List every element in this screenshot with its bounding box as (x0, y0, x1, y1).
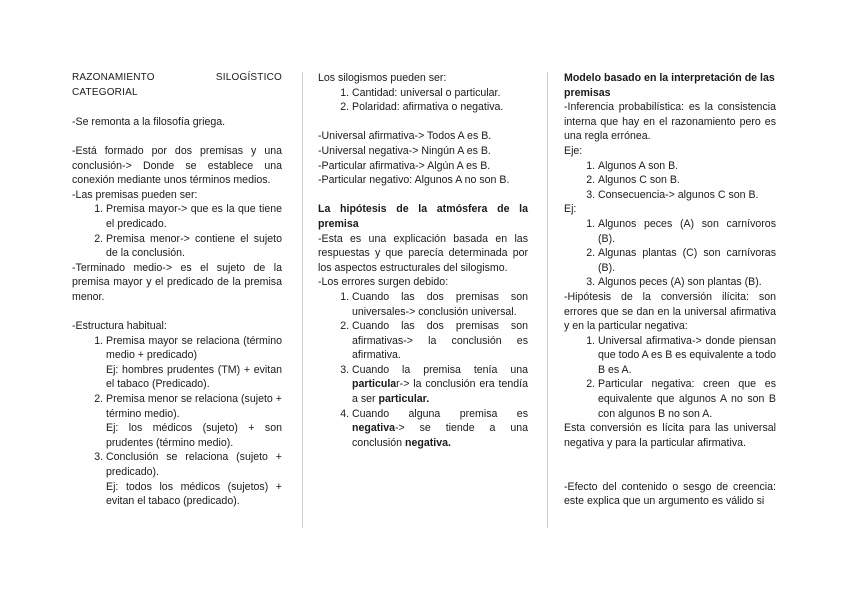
paragraph-efecto: -Efecto del contenido o sesgo de creencia: este explica que un argumento es válido si (564, 480, 776, 508)
section-heading: La hipótesis de la atmósfera de la premisa (318, 203, 528, 230)
paragraph-hipotesis: -Hipótesis de la conversión ilícita: son errores que se dan en la universal afirmativa y en la particular negativa: (564, 290, 776, 333)
paragraph-inferencia: -Inferencia probabilística: es la consistencia interna que hay en el razonamiento pero es una regla errónea. (564, 101, 776, 143)
paragraph-licita: Esta conversión es lícita para las universal negativa y para la particular afirmativa. (564, 422, 776, 449)
conversion-list (564, 334, 776, 422)
list-item (352, 407, 528, 451)
example-list-2 (564, 217, 776, 290)
paragraph-origin: -Se remonta a la filosofía griega. (72, 115, 226, 128)
list-item-text: 1. Premisa mayor se relaciona (término medio + predicado) (106, 334, 282, 362)
list-item: 2. Algunos C son B. (598, 173, 776, 188)
title-line-2: CATEGORIAL (72, 86, 138, 98)
list-item: 1. Algunos peces (A) son carnívoros (B). (598, 217, 776, 246)
tipo-line: -Particular afirmativa-> Algún A es B. (318, 159, 491, 172)
list-item: 1. Universal afirmativa-> donde piensan que todo A es B es equivalente a todo B es A. (598, 334, 776, 378)
errores-list (318, 290, 528, 451)
column-divider-1 (302, 72, 303, 528)
list-item-example: Ej: hombres prudentes (TM) + evitan el tabaco (Predicado). (106, 363, 282, 391)
bold-run: negativa. (405, 436, 451, 449)
list-item: 2. Polaridad: afirmativa o negativa. (352, 100, 528, 115)
paragraph-premisas-intro: -Las premisas pueden ser: (72, 188, 198, 201)
paragraph-explicacion: -Esta es una explicación basada en las respuestas y que parecía determinada por los aspectos estructurales del silogismo. (318, 232, 528, 274)
list-item: 3. Algunos peces (A) son plantas (B). (598, 275, 776, 290)
list-item-example: Ej: los médicos (sujeto) + son prudentes (término medio). (106, 422, 282, 449)
list-item: 2. Cuando las dos premisas son afirmativas-> la conclusión es afirmativa. (352, 319, 528, 363)
title-word-2: SILOGÍSTICO (215, 72, 282, 83)
list-item-example: Ej: todos los médicos (sujetos) + evitan el tabaco (predicado). (106, 480, 282, 508)
silogismos-list (318, 86, 528, 115)
estructura-list (72, 334, 282, 509)
list-item (106, 392, 282, 450)
section-title (72, 71, 282, 86)
title-word-1: RAZONAMIENTO (72, 72, 155, 83)
list-item: 1. Premisa mayor-> que es la que tiene el predicado. (106, 202, 282, 231)
tipo-line: -Universal afirmativa-> Todos A es B. (318, 130, 492, 143)
paragraph-termino-medio: -Terminado medio-> es el sujeto de la premisa mayor y el predicado de la premisa menor. (72, 261, 282, 303)
tipo-line: -Particular negativo: Algunos A no son B. (318, 174, 510, 187)
text-run: Cuando alguna premisa es (352, 407, 528, 420)
section-heading: Modelo basado en la interpretación de las premisas (564, 72, 775, 99)
list-item (106, 334, 282, 392)
list-item: 3. Consecuencia-> algunos C son B. (598, 188, 776, 203)
paragraph-estructura: -Estructura habitual: (72, 320, 167, 333)
list-item-text: 3. Conclusión se relaciona (sujeto + predicado). (106, 451, 282, 479)
list-item-text: 2. Premisa menor se relaciona (sujeto + término medio). (106, 393, 282, 420)
list-item: 2. Particular negativa: creen que es equivalente que algunos A no son B con algunos B no son A. (598, 377, 776, 421)
premisas-list (72, 202, 282, 260)
list-item: 2. Premisa menor-> contiene el sujeto de la conclusión. (106, 232, 282, 261)
column-divider-2 (547, 72, 548, 528)
example-list-1 (564, 159, 776, 203)
list-item: 1. Cantidad: universal o particular. (352, 86, 528, 101)
list-item: 1. Cuando las dos premisas son universales-> conclusión universal. (352, 290, 528, 319)
bold-run: particular. (378, 393, 430, 406)
text-run: -> se tiende a una conclusión (352, 422, 528, 449)
column-1 (72, 71, 282, 509)
list-item: 2. Algunas plantas (C) son carnívoras (B). (598, 246, 776, 275)
list-item: 1. Algunos A son B. (598, 159, 776, 174)
text-run: Cuando la premisa tenía una (352, 363, 528, 376)
column-3 (564, 71, 776, 509)
tipo-line: -Universal negativa-> Ningún A es B. (318, 144, 491, 157)
bold-run: particula (352, 378, 397, 391)
paragraph-formed: -Está formado por dos premisas y una conclusión-> Donde se establece una conexión mediante unos términos medios. (72, 144, 282, 187)
paragraph-errores: -Los errores surgen debido: (318, 276, 449, 289)
column-2 (318, 71, 528, 450)
label-eje: Eje: (564, 144, 583, 157)
label-ej: Ej: (564, 203, 577, 216)
list-item (106, 450, 282, 508)
list-item (352, 363, 528, 407)
bold-run: negativa (352, 422, 395, 435)
paragraph-silogismos: Los silogismos pueden ser: (318, 72, 447, 84)
text-run: r-> la conclusión era tendía a ser (352, 378, 528, 406)
